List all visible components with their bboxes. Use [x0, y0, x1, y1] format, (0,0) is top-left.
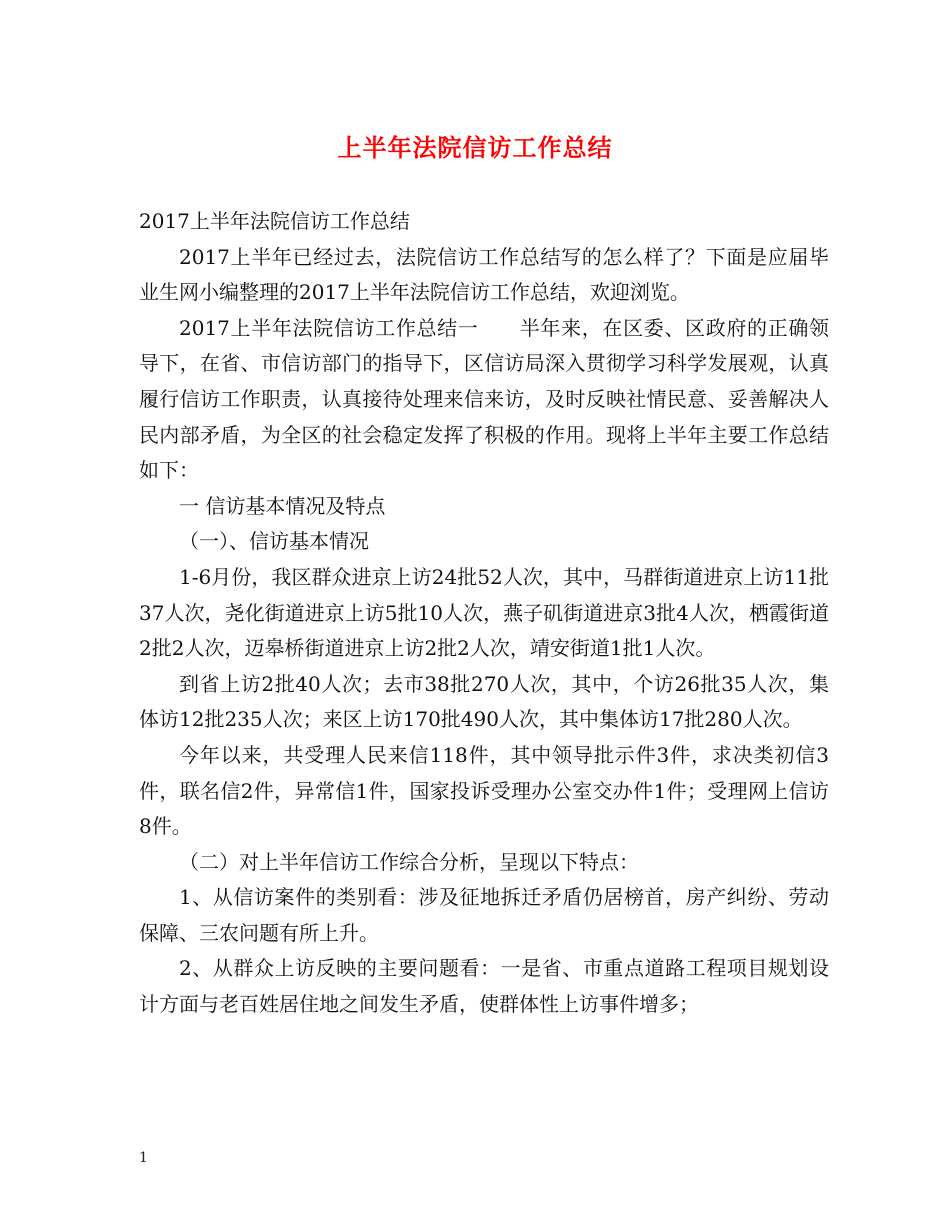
document-body: [139, 204, 829, 1023]
paragraph-main-issues: 2、从群众上访反映的主要问题看：一是省、市重点道路工程项目规划设计方面与老百姓居住地之间发生矛盾，使群体性上访事件增多；: [139, 956, 829, 1017]
paragraph-case-categories: 1、从信访案件的类别看：涉及征地拆迁矛盾仍居榜首，房产纠纷、劳动保障、三农问题有所上升。: [139, 885, 829, 945]
paragraph-intro: 2017上半年已经过去，法院信访工作总结写的怎么样了？下面是应届毕业生网小编整理的2017上半年法院信访工作总结，欢迎浏览。: [139, 244, 829, 305]
page-number: 1: [139, 1150, 148, 1166]
paragraph-letters-received: 今年以来，共受理人民来信118件，其中领导批示件3件，求决类初信3件，联名信2件，异常信1件，国家投诉受理办公室交办件1件；受理网上信访8件。: [139, 742, 829, 839]
subsection-heading-analysis: （二）对上半年信访工作综合分析，呈现以下特点：: [179, 849, 639, 874]
page-title: 上半年法院信访工作总结: [337, 133, 613, 162]
paragraph-province-city-petitions: 到省上访2批40人次；去市38批270人次，其中，个访26批35人次，集体访12批235人次；来区上访170批490人次，其中集体访17批280人次。: [139, 671, 829, 732]
document-subtitle: 2017上半年法院信访工作总结: [139, 209, 410, 233]
paragraph-summary-one: 2017上半年法院信访工作总结一 半年来，在区委、区政府的正确领导下，在省、市信访部门的指导下，区信访局深入贯彻学习科学发展观，认真履行信访工作职责，认真接待处理来信来访，及时反映社情民意、妥善解决人民内部矛盾，为全区的社会稳定发挥了积极的作用。现将上半年主要工作总结如下：: [139, 315, 829, 483]
paragraph-beijing-petitions: 1-6月份，我区群众进京上访24批52人次，其中，马群街道进京上访11批37人次，尧化街道进京上访5批10人次，燕子矶街道进京3批4人次，栖霞街道2批2人次，迈皋桥街道进京上访2批2人次，靖安街道1批1人次。: [139, 564, 829, 661]
subsection-heading-basic-info: （一）、信访基本情况: [179, 529, 369, 554]
section-heading-basic-situation: 一 信访基本情况及特点: [179, 493, 386, 518]
